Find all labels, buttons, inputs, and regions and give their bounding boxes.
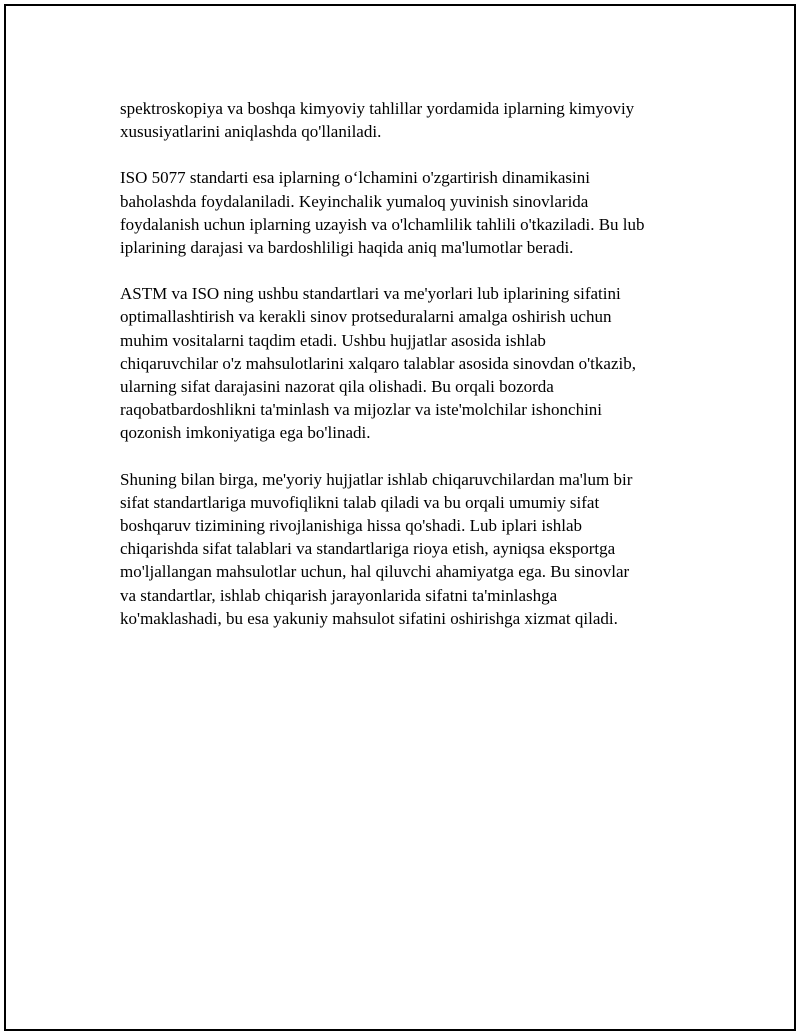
text-line: spektroskopiya va boshqa kimyoviy tahlillar yordamida iplarning kimyoviy bbox=[120, 99, 635, 118]
paragraph-regulatory-documents bbox=[120, 468, 700, 630]
text-line: Shuning bilan birga, me'yoriy hujjatlar ishlab chiqaruvchilardan ma'lum bir bbox=[120, 469, 633, 489]
text-line: ASTM va ISO ning ushbu standartlari va me'yorlari lub iplarining sifatini bbox=[120, 284, 621, 304]
paragraph-chemical-analysis bbox=[120, 97, 700, 143]
text-line: muhim vositalarni taqdim etadi. Ushbu hujjatlar asosida ishlab bbox=[120, 330, 546, 350]
text-line: qozonish imkoniyatiga ega bo'linadi. bbox=[120, 423, 371, 443]
document-body bbox=[120, 97, 700, 653]
text-line: boshqaruv tizimining rivojlanishiga hissa qo'shadi. Lub iplari ishlab bbox=[120, 516, 583, 536]
text-line: raqobatbardoshlikni ta'minlash va mijozlar va iste'molchilar ishonchini bbox=[120, 400, 603, 420]
text-line: iplarining darajasi va bardoshliligi haqida aniq ma'lumotlar beradi. bbox=[120, 238, 574, 258]
text-line: chiqaruvchilar o'z mahsulotlarini xalqaro talablar asosida sinovdan o'tkazib, bbox=[120, 353, 636, 373]
text-line: chiqarishda sifat talablari va standartlariga rioya etish, ayniqsa eksportga bbox=[120, 539, 616, 559]
text-line: baholashda foydalaniladi. Keyinchalik yumaloq yuvinish sinovlarida bbox=[120, 191, 589, 211]
text-line: foydalanish uchun iplarning uzayish va o'lchamlilik tahlili o'tkaziladi. Bu lub bbox=[120, 214, 645, 234]
text-line: xususiyatlarini aniqlashda qo'llaniladi. bbox=[120, 122, 382, 142]
text-line: ISO 5077 standarti esa iplarning o‘lchamini o'zgartirish dinamikasini bbox=[120, 168, 590, 188]
text-line: optimallashtirish va kerakli sinov protseduralarni amalga oshirish uchun bbox=[120, 307, 612, 327]
text-line: va standartlar, ishlab chiqarish jarayonlarida sifatni ta'minlashga bbox=[120, 585, 558, 605]
text-line: mo'ljallangan mahsulotlar uchun, hal qiluvchi ahamiyatga ega. Bu sinovlar bbox=[120, 562, 630, 582]
paragraph-iso-5077 bbox=[120, 166, 700, 259]
page-frame bbox=[4, 4, 796, 1031]
text-line: sifat standartlariga muvofiqlikni talab qiladi va bu orqali umumiy sifat bbox=[120, 492, 600, 512]
text-line: ularning sifat darajasini nazorat qila olishadi. Bu orqali bozorda bbox=[120, 377, 554, 397]
paragraph-astm-iso bbox=[120, 282, 700, 444]
text-line: ko'maklashadi, bu esa yakuniy mahsulot sifatini oshirishga xizmat qiladi. bbox=[120, 608, 618, 628]
